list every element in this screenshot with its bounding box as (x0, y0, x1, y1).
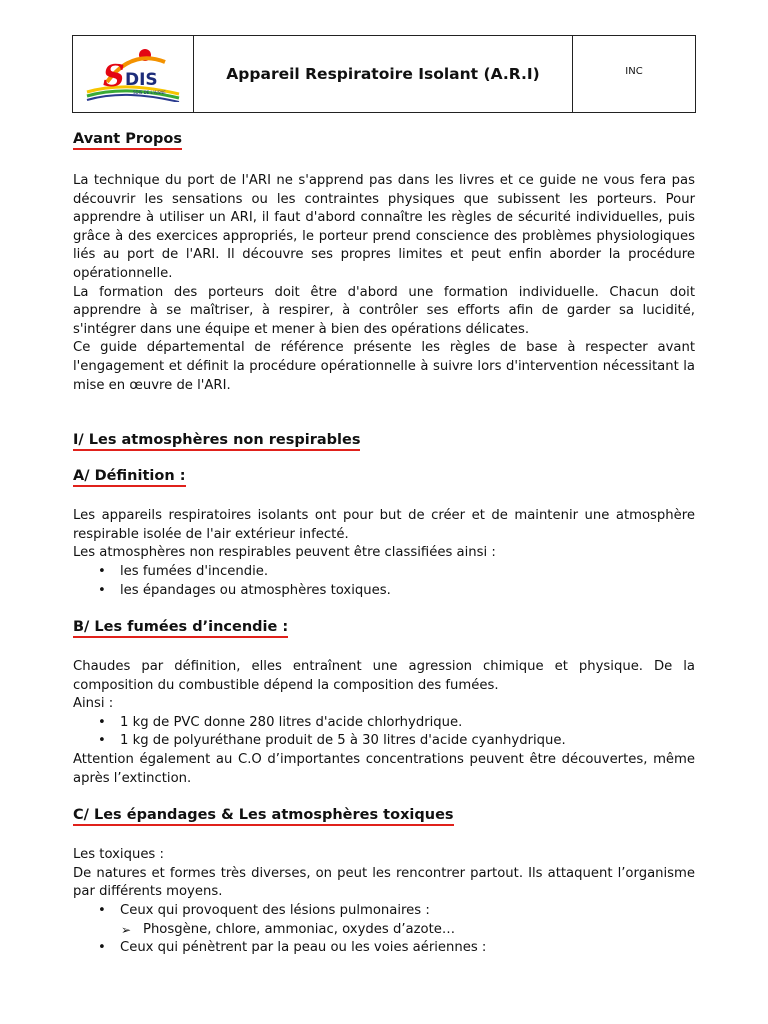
bullet-glyph: • (98, 582, 106, 598)
paragraph: Ainsi : (73, 696, 114, 712)
paragraph: La formation des porteurs doit être d'abord une formation individuelle. Chacun doit apprendre à se maîtriser, à respirer, à contrôler ses efforts afin de garder sa lucidité, s'intégrer dans une équipe et mener à bien des opérations délicates. (73, 284, 695, 337)
list-item (73, 902, 695, 921)
sub-list-item (73, 921, 695, 940)
paragraph: La technique du port de l'ARI ne s'apprend pas dans les livres et ce guide ne vous fera pas découvrir les sensations ou les contraintes physiques que subissent les porteurs. Pour apprendre à utiliser un ARI, il faut d'abord connaître les règles de sécurité individuelles, puis grâce à des exercices appropriés, le porteur prend conscience des problèmes physiologiques liés au port de l'ARI. Il découvre ses propres limites et peut enfin aborder la procédure opérationnelle. (73, 173, 695, 281)
logo-wordmark: DIS (125, 70, 158, 90)
sdis-logo (85, 46, 181, 102)
list-item-text: Ceux qui provoquent des lésions pulmonaires : (120, 903, 430, 919)
paragraph: Les toxiques : (73, 847, 164, 863)
paragraph: Ce guide départemental de référence présente les règles de base à respecter avant l'engagement et définit la procédure opérationnelle à suivre lors d'intervention nécessitant la mise en œuvre de l'ARI. (73, 340, 695, 393)
sub-list-item-text: Phosgène, chlore, ammoniac, oxydes d’azote… (143, 921, 456, 937)
heading-epandages: C/ Les épandages & Les atmosphères toxiques (73, 806, 454, 826)
list-item-text: 1 kg de PVC donne 280 litres d'acide chlorhydrique. (120, 714, 463, 730)
list-item (73, 732, 695, 751)
bullet-glyph: • (98, 714, 106, 730)
list-item-text: les fumées d'incendie. (120, 563, 269, 579)
heading-definition: A/ Définition : (73, 467, 186, 487)
document-header (72, 35, 696, 113)
paragraph: Les appareils respiratoires isolants ont pour but de créer et de maintenir une atmosphère respirable isolée de l'air extérieur infecté. (73, 508, 695, 542)
list-item-text: 1 kg de polyuréthane produit de 5 à 30 litres d'acide cyanhydrique. (120, 733, 566, 749)
document-title: Appareil Respiratoire Isolant (A.R.I) (194, 36, 573, 112)
paragraph: Attention également au C.O d’importantes concentrations peuvent être découvertes, même après l’extinction. (73, 752, 695, 786)
document-body (73, 124, 695, 958)
list-item-text: les épandages ou atmosphères toxiques. (120, 582, 391, 598)
logo-letter-s: S (103, 59, 125, 94)
list-item-text: Ceux qui pénètrent par la peau ou les voies aériennes : (120, 940, 487, 956)
heading-fumees: B/ Les fumées d’incendie : (73, 618, 288, 638)
document-code: INC (625, 66, 643, 77)
arrow-bullet-icon: ➢ (121, 922, 132, 937)
logo-subtext: SDIS DE L'AISNE (133, 90, 166, 95)
bullet-glyph: • (98, 563, 106, 579)
logo-cell (73, 36, 194, 112)
list-item (73, 582, 695, 601)
paragraph: De natures et formes très diverses, on peut les rencontrer partout. Ils attaquent l’organisme par différents moyens. (73, 865, 695, 900)
list-item (73, 714, 695, 733)
bullet-glyph: • (98, 903, 106, 919)
paragraph: Chaudes par définition, elles entraînent une agression chimique et physique. De la composition du combustible dépend la composition des fumées. (73, 659, 695, 693)
list-item (73, 563, 695, 582)
heading-part-1: I/ Les atmosphères non respirables (73, 431, 360, 451)
list-item (73, 939, 695, 958)
bullet-glyph: • (98, 733, 106, 749)
paragraph: Les atmosphères non respirables peuvent être classifiées ainsi : (73, 545, 496, 561)
heading-avant-propos: Avant Propos (73, 130, 182, 150)
bullet-glyph: • (98, 940, 106, 956)
